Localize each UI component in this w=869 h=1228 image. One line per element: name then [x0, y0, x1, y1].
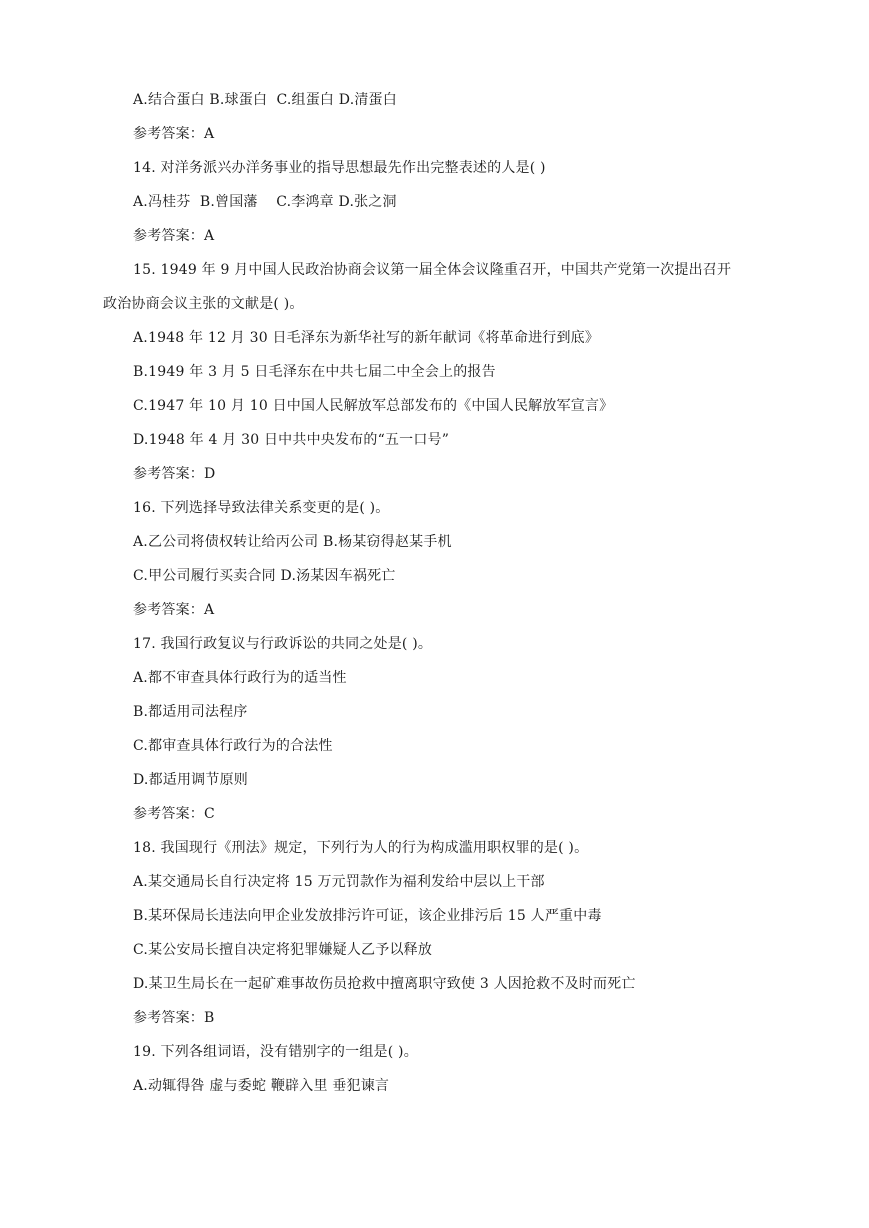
- option-a-19: A.动辄得咎 虚与委蛇 鞭辟入里 垂犯谏言: [133, 1078, 390, 1094]
- answer-line-14: 参考答案：A: [133, 228, 215, 244]
- option-c-17: C.都审查具体行政行为的合法性: [133, 738, 333, 754]
- option-a-18: A.某交通局长自行决定将 15 万元罚款作为福利发给中层以上干部: [133, 874, 545, 890]
- question-19: 19. 下列各组词语，没有错别字的一组是( )。: [133, 1044, 418, 1060]
- question-16: 16. 下列选择导致法律关系变更的是( )。: [133, 500, 390, 516]
- question-18: 18. 我国现行《刑法》规定，下列行为人的行为构成滥用职权罪的是( )。: [133, 840, 589, 856]
- option-b-18: B.某环保局长违法向甲企业发放排污许可证，该企业排污后 15 人严重中毒: [133, 908, 602, 924]
- option-c-15: C.1947 年 10 月 10 日中国人民解放军总部发布的《中国人民解放军宣言》: [133, 398, 614, 414]
- option-line-13: A.结合蛋白 B.球蛋白 C.组蛋白 D.清蛋白: [133, 92, 397, 108]
- question-15-line-1: 15. 1949 年 9 月中国人民政治协商会议第一届全体会议隆重召开，中国共产党第一次提出召开: [133, 262, 732, 278]
- option-b-15: B.1949 年 3 月 5 日毛泽东在中共七届二中全会上的报告: [133, 364, 496, 380]
- answer-line-17: 参考答案：C: [133, 806, 215, 822]
- option-d-17: D.都适用调节原则: [133, 772, 248, 788]
- option-cd-16: C.甲公司履行买卖合同 D.汤某因车祸死亡: [133, 568, 396, 584]
- answer-line-15: 参考答案：D: [133, 466, 216, 482]
- question-17: 17. 我国行政复议与行政诉讼的共同之处是( )。: [133, 636, 433, 652]
- answer-line-13: 参考答案：A: [133, 126, 215, 142]
- option-b-17: B.都适用司法程序: [133, 704, 248, 720]
- option-a-15: A.1948 年 12 月 30 日毛泽东为新华社写的新年献词《将革命进行到底》: [133, 330, 600, 346]
- option-ab-16: A.乙公司将债权转让给丙公司 B.杨某窃得赵某手机: [133, 534, 452, 550]
- answer-line-18: 参考答案：B: [133, 1010, 215, 1026]
- option-d-18: D.某卫生局长在一起矿难事故伤员抢救中擅离职守致使 3 人因抢救不及时而死亡: [133, 976, 636, 992]
- option-d-15: D.1948 年 4 月 30 日中共中央发布的“五一口号”: [133, 432, 450, 448]
- question-14: 14. 对洋务派兴办洋务事业的指导思想最先作出完整表述的人是( ): [133, 160, 546, 176]
- answer-line-16: 参考答案：A: [133, 602, 215, 618]
- option-a-17: A.都不审查具体行政行为的适当性: [133, 670, 347, 686]
- option-c-18: C.某公安局长擅自决定将犯罪嫌疑人乙予以释放: [133, 942, 433, 958]
- option-line-14: A.冯桂芬 B.曾国藩 C.李鸿章 D.张之洞: [133, 194, 397, 210]
- question-15-line-2: 政治协商会议主张的文献是( )。: [103, 296, 304, 312]
